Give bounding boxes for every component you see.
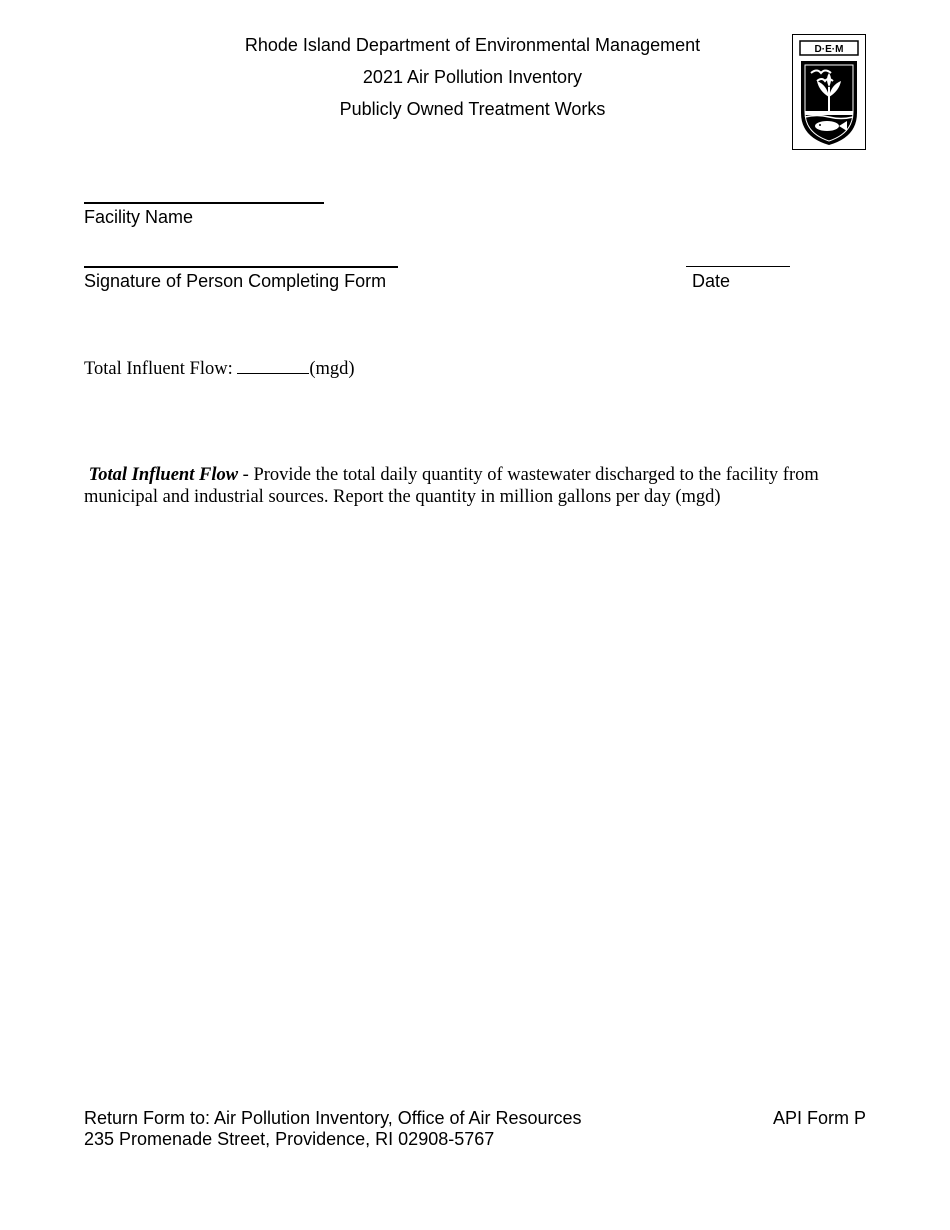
dem-logo — [792, 34, 866, 150]
instruction-term: Total Influent Flow — [88, 465, 239, 485]
form-subtitle: Publicly Owned Treatment Works — [339, 99, 606, 119]
return-address-line2: 235 Promenade Street, Providence, RI 02908-5767 — [84, 1129, 495, 1149]
date-label: Date — [692, 271, 731, 291]
department-title: Rhode Island Department of Environmental Management — [244, 35, 701, 55]
signature-label: Signature of Person Completing Form — [84, 271, 387, 291]
influent-flow-field — [84, 355, 355, 380]
inventory-title: 2021 Air Pollution Inventory — [362, 67, 583, 87]
signature-line[interactable] — [84, 266, 398, 268]
form-id: API Form P — [772, 1108, 866, 1128]
influent-flow-instructions — [84, 464, 844, 508]
date-line[interactable] — [686, 266, 790, 267]
return-address-line1: Return Form to: Air Pollution Inventory, Office of Air Resources — [84, 1108, 582, 1128]
dem-seal-icon — [793, 35, 865, 149]
facility-name-line[interactable] — [84, 202, 324, 204]
influent-flow-label: Total Influent Flow: — [84, 359, 238, 379]
influent-flow-unit: (mgd) — [309, 359, 355, 379]
instruction-text: - Provide the total daily quantity of wastewater discharged to the facility from municipal and industrial sources. Report the quantity in million gallons per day (mgd) — [84, 465, 819, 507]
logo-text: D·E·M — [814, 44, 844, 55]
influent-flow-input[interactable] — [237, 355, 309, 374]
facility-name-label: Facility Name — [84, 207, 194, 227]
